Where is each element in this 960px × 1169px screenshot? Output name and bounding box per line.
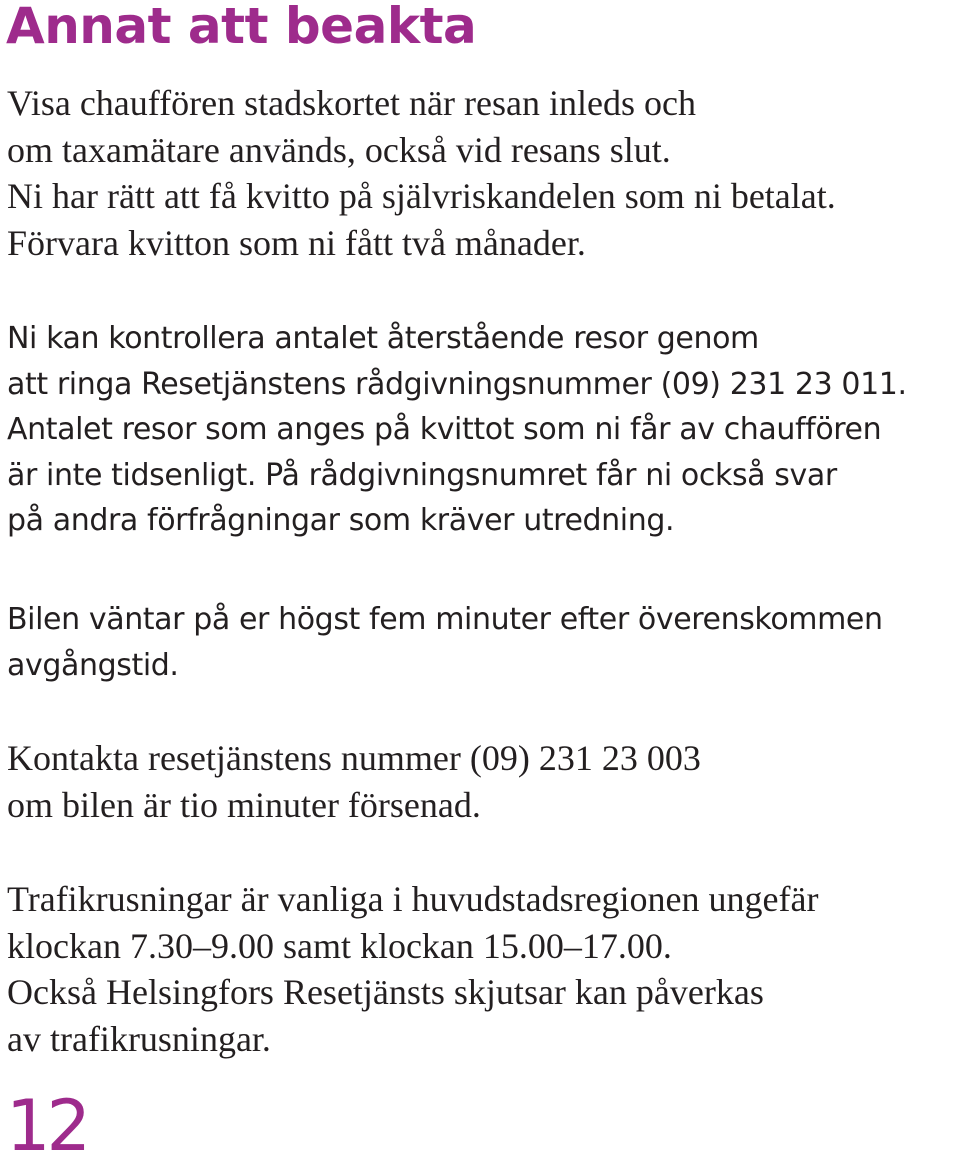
paragraph-line: Ni har rätt att få kvitto på självriskandelen som ni betalat.: [7, 176, 836, 216]
paragraph-line: klockan 7.30–9.00 samt klockan 15.00–17.00.: [7, 925, 672, 966]
paragraph-line: Visa chauffören stadskortet när resan inleds och: [7, 83, 696, 123]
paragraph-line: Förvara kvitton som ni fått två månader.: [7, 222, 586, 263]
paragraph-line: Antalet resor som anges på kvittot som ni får av chauffören: [7, 412, 882, 447]
paragraph-line: att ringa Resetjänstens rådgivningsnummer (09) 231 23 011.: [7, 366, 907, 402]
paragraph-line: av trafikrusningar.: [7, 1018, 271, 1059]
paragraph-kontakt: [7, 735, 701, 828]
paragraph-line: om bilen är tio minuter försenad.: [7, 784, 481, 825]
paragraph-line: är inte tidsenligt. På rådgivningsnumret får ni också svar: [7, 457, 837, 493]
paragraph-line: på andra förfrågningar som kräver utredning.: [7, 503, 675, 538]
paragraph-aterstaende-resor: [7, 316, 907, 544]
paragraph-line: Trafikrusningar är vanliga i huvudstadsregionen ungefär: [7, 879, 819, 919]
paragraph-trafikrusningar: [7, 876, 818, 1062]
paragraph-vantetid: [7, 597, 883, 688]
paragraph-line: Också Helsingfors Resetjänsts skjutsar kan påverkas: [7, 972, 764, 1012]
paragraph-line: Ni kan kontrollera antalet återstående resor genom: [7, 321, 759, 356]
paragraph-line: Bilen väntar på er högst fem minuter efter överenskommen: [7, 602, 883, 637]
paragraph-line: om taxamätare används, också vid resans slut.: [7, 129, 671, 170]
paragraph-stadskort: [7, 80, 836, 266]
page-heading: Annat att beakta: [6, 0, 477, 55]
page-number: 12: [6, 1085, 88, 1167]
paragraph-line: Kontakta resetjänstens nummer (09) 231 23 003: [7, 738, 701, 778]
paragraph-line: avgångstid.: [7, 647, 179, 683]
